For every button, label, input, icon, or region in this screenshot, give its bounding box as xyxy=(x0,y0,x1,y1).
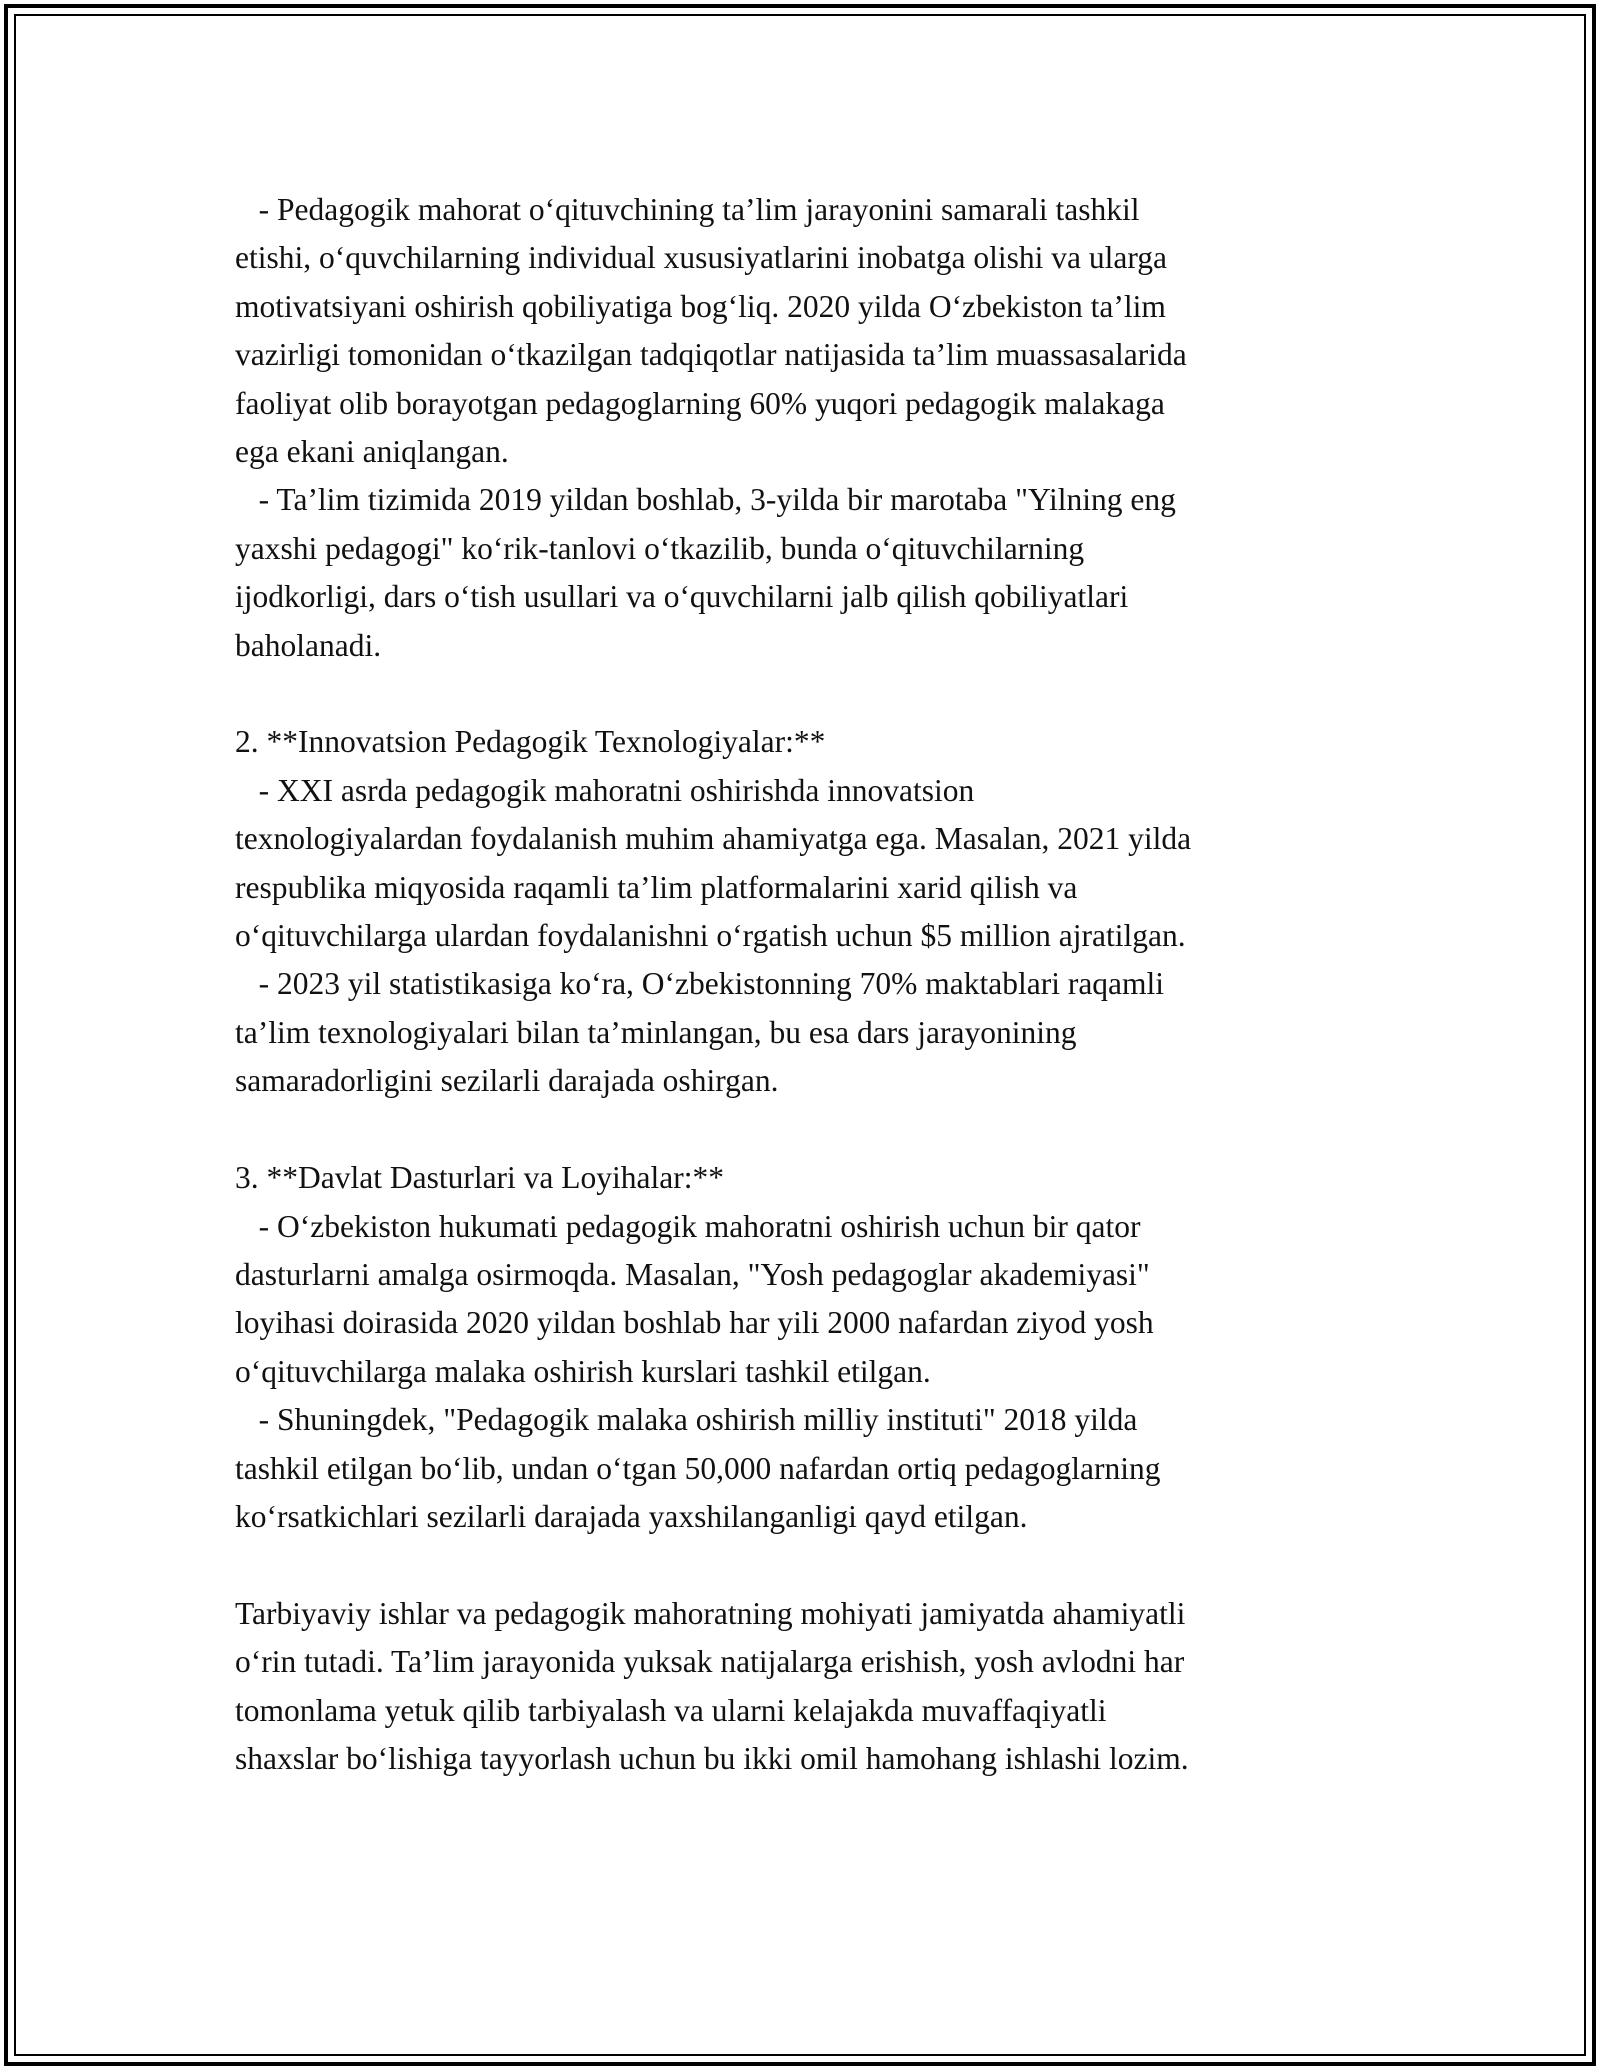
text-line: - Pedagogik mahorat o‘qituvchining ta’lim jarayonini samarali tashkil xyxy=(235,192,1140,227)
text-line: o‘qituvchilarga ulardan foydalanishni o‘rgatish uchun $5 million ajratilgan. xyxy=(235,918,1186,954)
text-line: yaxshi pedagogi" ko‘rik-tanlovi o‘tkazilib, bunda o‘qituvchilarning xyxy=(235,530,1085,566)
blank-line xyxy=(235,1106,1375,1154)
text-line: respublika miqyosida raqamli ta’lim platformalarini xarid qilish va xyxy=(235,869,1078,905)
section-heading: 3. **Davlat Dasturlari va Loyihalar:** xyxy=(235,1160,724,1196)
text-line: Tarbiyaviy ishlar va pedagogik mahoratning mohiyati jamiyatda ahamiyatli xyxy=(235,1595,1186,1631)
document-body xyxy=(235,186,1375,1783)
text-line: etishi, o‘quvchilarning individual xususiyatlarini inobatga olishi va ularga xyxy=(235,240,1168,276)
text-line: tomonlama yetuk qilib tarbiyalash va ularni kelajakda muvaffaqiyatli xyxy=(235,1692,1107,1728)
text-line: ijodkorligi, dars o‘tish usullari va o‘quvchilarni jalb qilish qobiliyatlari xyxy=(235,579,1129,615)
text-line: - XXI asrda pedagogik mahoratni oshirishda innovatsion xyxy=(235,772,975,808)
text-line: baholanadi. xyxy=(235,627,382,663)
text-line: samaradorligini sezilarli darajada oshirgan. xyxy=(235,1063,779,1099)
section-heading: 2. **Innovatsion Pedagogik Texnologiyalar:** xyxy=(235,724,826,760)
blank-line xyxy=(235,1541,1375,1589)
text-line: o‘rin tutadi. Ta’lim jarayonida yuksak natijalarga erishish, yosh avlodni har xyxy=(235,1644,1185,1680)
text-line: dasturlarni amalga osirmoqda. Masalan, "Yosh pedagoglar akademiyasi" xyxy=(235,1256,1150,1292)
text-line: - 2023 yil statistikasiga ko‘ra, O‘zbekistonning 70% maktablari raqamli xyxy=(235,966,1165,1002)
text-line: faoliyat olib borayotgan pedagoglarning 60% yuqori pedagogik malakaga xyxy=(235,385,1165,421)
text-line: motivatsiyani oshirish qobiliyatiga bog‘liq. 2020 yilda O‘zbekiston ta’lim xyxy=(235,288,1166,324)
text-line: ta’lim texnologiyalari bilan ta’minlangan, bu esa dars jarayonining xyxy=(235,1014,1077,1050)
text-line: o‘qituvchilarga malaka oshirish kurslari tashkil etilgan. xyxy=(235,1353,931,1389)
text-line: loyihasi doirasida 2020 yildan boshlab har yili 2000 nafardan ziyod yosh xyxy=(235,1305,1154,1341)
text-line: shaxslar bo‘lishiga tayyorlash uchun bu ikki omil hamohang ishlashi lozim. xyxy=(235,1740,1189,1776)
text-line: ko‘rsatkichlari sezilarli darajada yaxshilanganligi qayd etilgan. xyxy=(235,1498,1028,1534)
text-line: - O‘zbekiston hukumati pedagogik mahoratni oshirish uchun bir qator xyxy=(235,1208,1141,1244)
text-line: tashkil etilgan bo‘lib, undan o‘tgan 50,000 nafardan ortiq pedagoglarning xyxy=(235,1450,1161,1486)
blank-line xyxy=(235,670,1375,718)
text-line: ega ekani aniqlangan. xyxy=(235,434,509,470)
text-line: texnologiyalardan foydalanish muhim ahamiyatga ega. Masalan, 2021 yilda xyxy=(235,821,1192,857)
text-line: - Ta’lim tizimida 2019 yildan boshlab, 3-yilda bir marotaba "Yilning eng xyxy=(235,482,1176,518)
text-line: vazirligi tomonidan o‘tkazilgan tadqiqotlar natijasida ta’lim muassasalarida xyxy=(235,337,1187,373)
text-line: - Shuningdek, "Pedagogik malaka oshirish milliy instituti" 2018 yilda xyxy=(235,1402,1138,1438)
